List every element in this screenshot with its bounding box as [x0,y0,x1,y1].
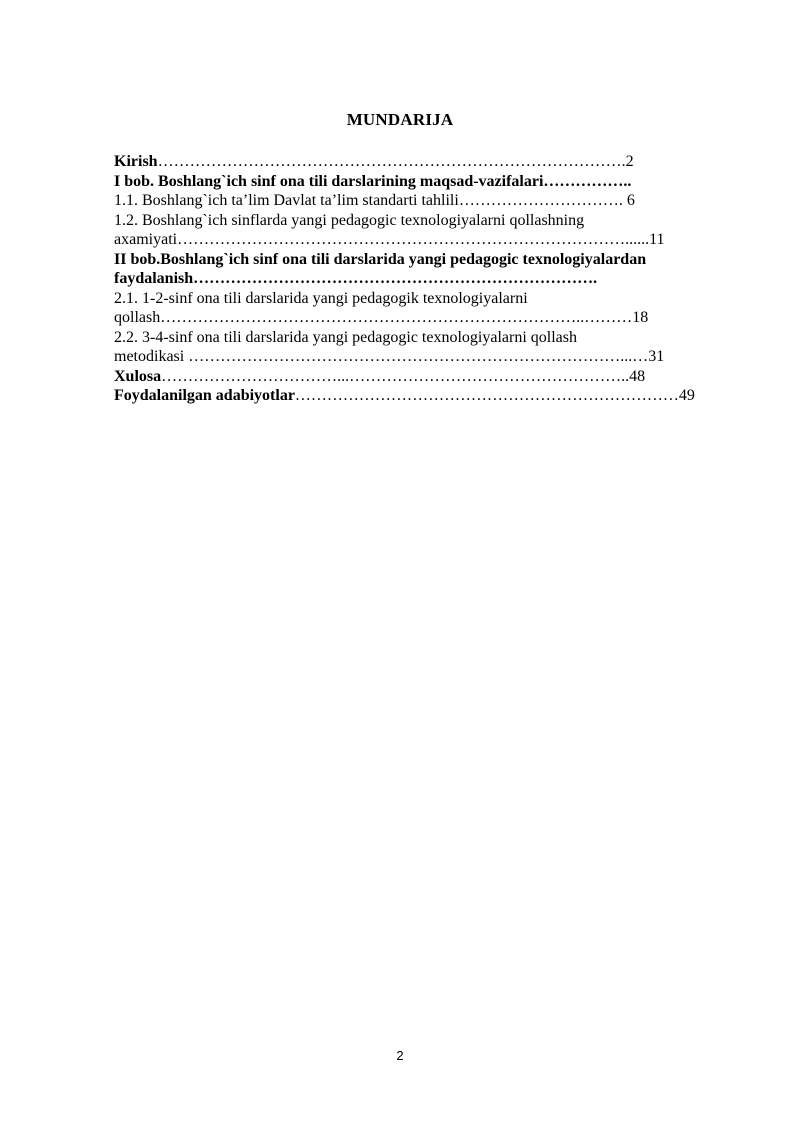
page-number: 2 [396,1048,404,1063]
toc-leader: …………….. [543,172,632,190]
toc-text: I bob. Boshlang`ich sinf ona tili darslarining maqsad-vazifalari [114,172,544,190]
toc-text: 2.1. 1-2-sinf ona tili darslarida yangi pedagogik texnologiyalarni [114,289,528,307]
toc-line-chapter-2-cont [114,269,744,289]
page-title: MUNDARIJA [346,110,454,129]
toc-text: qollash [114,309,161,326]
toc-line-section-1-1 [114,191,744,211]
toc-line-section-1-2 [114,211,744,231]
toc-text: 2.2. 3-4-sinf ona tili darslarida yangi pedagogic texnologiyalarni qollash [114,328,577,346]
toc-text: metodikasi [114,348,185,365]
toc-line-chapter-2 [114,250,744,270]
toc-line-section-2-2-cont [114,347,744,367]
toc-text: Kirish [114,153,158,170]
toc-leader: ……………………………………………………………………..………18 [160,309,649,326]
toc-line-adabiyotlar [114,386,744,406]
toc-leader: ……………………………...……………………………………………..48 [161,367,646,385]
toc-line-section-2-1-cont [114,308,744,328]
toc-leader: …………………………………………………………………. [193,270,598,287]
table-of-contents [114,152,744,406]
toc-leader: …………………………. 6 [458,192,635,209]
toc-line-section-1-2-cont [114,230,744,250]
toc-leader: ………………………………………………………………49 [294,387,695,404]
toc-text: Foydalanilgan adabiyotlar [114,387,295,404]
toc-line-xulosa [114,367,744,387]
toc-text: Xulosa [114,367,162,385]
toc-text: 1.2. Boshlang`ich sinflarda yangi pedagogic texnologiyalarni qollashning [114,211,585,229]
toc-line-section-2-2 [114,328,744,348]
toc-line-chapter-1 [114,172,744,192]
toc-leader: ………………………………………………………………………...…31 [184,348,665,365]
toc-text: 1.1. Boshlang`ich ta’lim Davlat ta’lim standarti tahlili [114,192,459,209]
toc-leader: …………………………………………………………………………….2 [157,153,634,170]
toc-leader: …………………………………………………………………………......11 [177,231,665,248]
toc-text: II bob.Boshlang`ich sinf ona tili darslarida yangi pedagogic texnologiyalardan [114,250,647,268]
toc-text: faydalanish [114,270,194,287]
toc-line-section-2-1 [114,289,744,309]
toc-line-kirish [114,152,744,172]
toc-text: axamiyati [114,231,178,248]
